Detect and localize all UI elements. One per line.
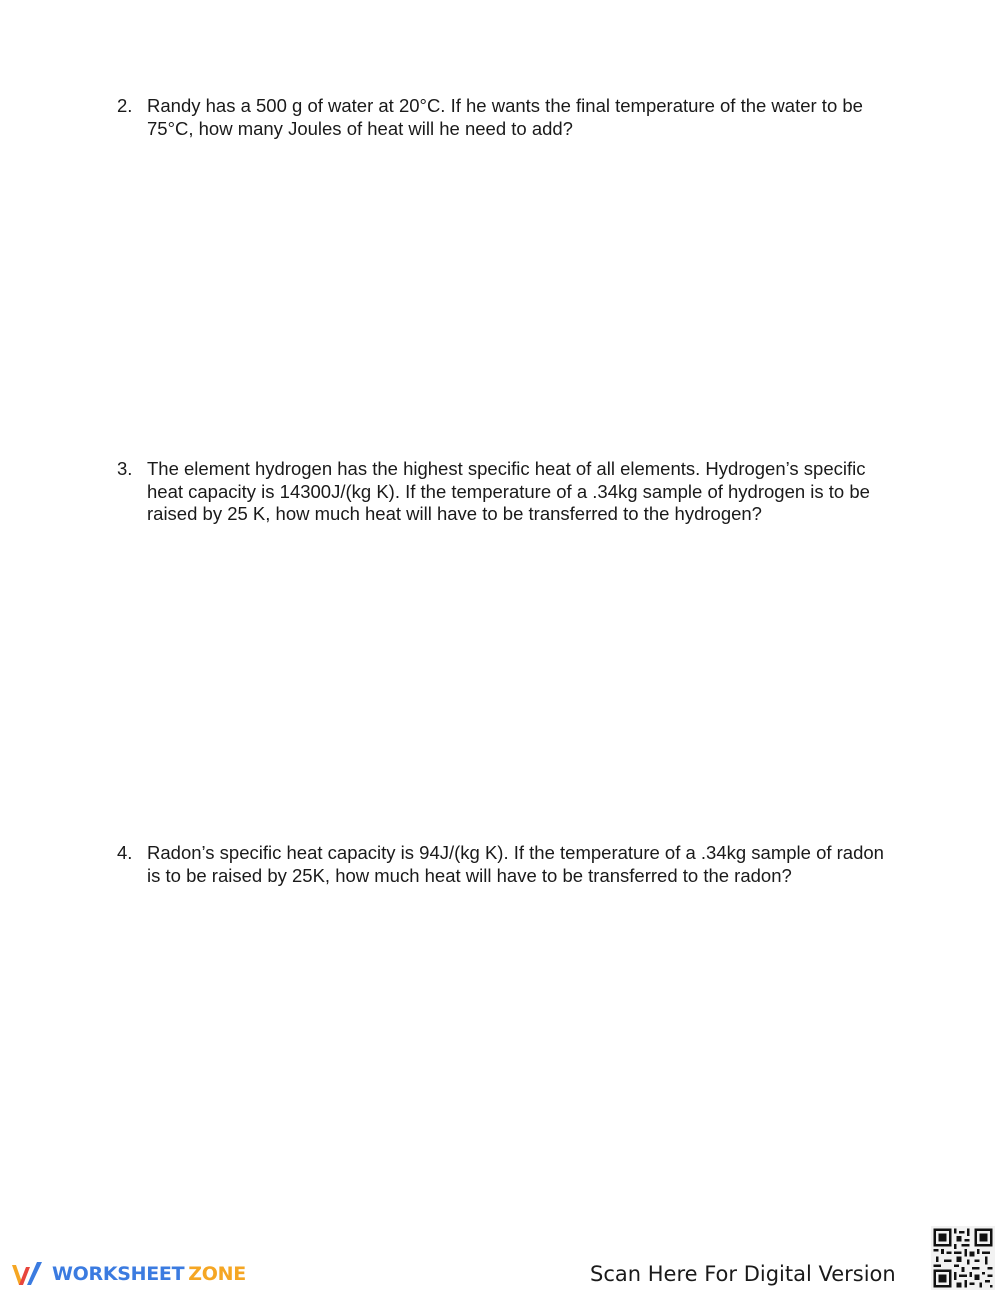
brand-name: [52, 1263, 246, 1285]
brand-name-part2: ZONE: [188, 1263, 246, 1285]
worksheetzone-logo-icon: [10, 1259, 46, 1289]
question-3: [117, 458, 887, 526]
qr-code-icon[interactable]: [931, 1226, 995, 1290]
scan-prompt: Scan Here For Digital Version: [590, 1262, 896, 1286]
question-number: 4.: [117, 842, 133, 863]
question-number: 2.: [117, 95, 133, 116]
brand-name-part1: WORKSHEET: [52, 1263, 185, 1285]
question-4: [117, 842, 887, 887]
question-text: The element hydrogen has the highest specific heat of all elements. Hydrogen’s specific heat capacity is 14300J/(kg K). If the temperature of a .34kg sample of hydrogen is to be raised by 25 K, how much heat will have to be transferred to the hydrogen?: [147, 458, 870, 525]
question-text: Randy has a 500 g of water at 20°C. If he wants the final temperature of the water to be 75°C, how many Joules of heat will he need to add?: [147, 95, 863, 139]
worksheetzone-logo[interactable]: [10, 1258, 246, 1290]
question-2: [117, 95, 887, 140]
question-text: Radon’s specific heat capacity is 94J/(kg K). If the temperature of a .34kg sample of radon is to be raised by 25K, how much heat will have to be transferred to the radon?: [147, 842, 884, 886]
question-number: 3.: [117, 458, 133, 479]
